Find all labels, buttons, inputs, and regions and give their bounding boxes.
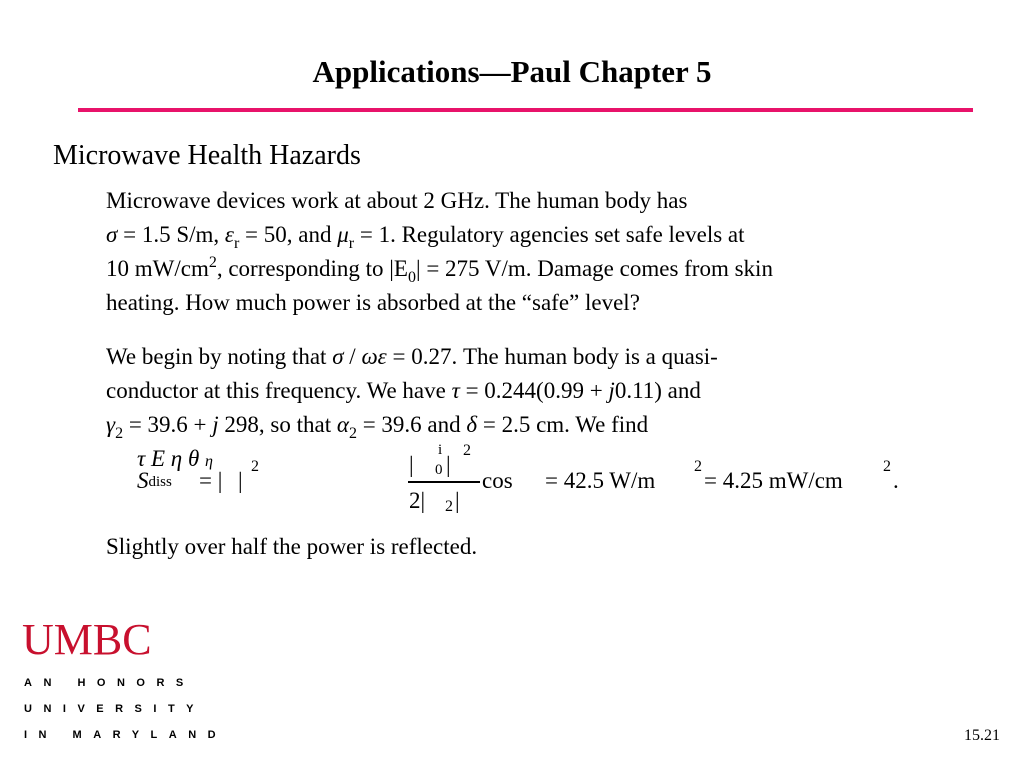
field-value-text: | = 275 V/m. Damage comes from skin bbox=[415, 256, 773, 281]
problem-line-4: heating. How much power is absorbed at the “safe” level? bbox=[106, 290, 640, 315]
problem-paragraph bbox=[106, 184, 773, 320]
text: = 0.244(0.99 + bbox=[459, 378, 609, 403]
eq-result-mwcm2-sup: 2 bbox=[883, 458, 891, 475]
eq-abs-close: | bbox=[238, 468, 243, 493]
logo-tagline-3: IN MARYLAND bbox=[24, 729, 228, 741]
field-subscript: 0 bbox=[407, 269, 416, 286]
problem-line-1: Microwave devices work at about 2 GHz. The human body has bbox=[106, 188, 688, 213]
slash: / bbox=[343, 344, 362, 369]
safe-level-sup: 2 bbox=[208, 254, 217, 271]
eq-result-mwcm2: = 4.25 mW/cm bbox=[704, 468, 843, 493]
alpha-symbol: α bbox=[336, 412, 349, 437]
epsilon-symbol: ε bbox=[224, 222, 234, 247]
eq-eta-sub: 2 bbox=[445, 498, 453, 515]
eq-E: E bbox=[150, 446, 166, 471]
text: 298, so that bbox=[218, 412, 337, 437]
fraction-bar bbox=[408, 481, 480, 483]
epsilon-subscript: r bbox=[233, 235, 240, 252]
eq-theta: θ bbox=[187, 446, 200, 471]
eq-cos: cos bbox=[482, 468, 513, 493]
sigma-value: = 1.5 S/m, bbox=[117, 222, 225, 247]
safe-level-text: 10 mW/cm bbox=[106, 256, 209, 281]
mu-subscript: r bbox=[348, 235, 355, 252]
gamma-subscript: 2 bbox=[115, 425, 124, 442]
text: We begin by noting that bbox=[106, 344, 333, 369]
title-divider bbox=[78, 108, 973, 112]
solution-line-2 bbox=[106, 374, 718, 408]
conclusion-line: Slightly over half the power is reflected. bbox=[106, 534, 478, 559]
dissipated-power-equation bbox=[137, 442, 899, 526]
page-number: 15.21 bbox=[964, 727, 1000, 744]
logo-tagline-1: AN HONORS bbox=[24, 677, 195, 689]
eq-S-subscript: diss bbox=[148, 474, 172, 490]
umbc-logo: UMBC bbox=[22, 615, 152, 664]
sigma-symbol: σ bbox=[106, 222, 118, 247]
section-heading: Microwave Health Hazards bbox=[53, 140, 361, 171]
text: = 39.6 + bbox=[123, 412, 213, 437]
j-symbol: j bbox=[608, 378, 615, 403]
epsilon-value: = 50, and bbox=[239, 222, 338, 247]
eq-denominator-open: 2| bbox=[409, 488, 426, 513]
eq-period: . bbox=[893, 468, 899, 493]
eq-numerator-close: | bbox=[446, 452, 451, 477]
eq-numerator-open: | bbox=[409, 452, 414, 477]
eq-tau-squared: 2 bbox=[251, 458, 259, 475]
eq-numerator-squared: 2 bbox=[463, 442, 471, 459]
eq-result-wm2: = 42.5 W/m bbox=[545, 468, 656, 493]
j-symbol: j bbox=[212, 412, 219, 437]
problem-line-3 bbox=[106, 252, 773, 286]
conclusion-paragraph bbox=[106, 530, 477, 564]
solution-line-3 bbox=[106, 408, 718, 442]
eq-E-sup: i bbox=[438, 442, 443, 458]
mu-value: = 1. Regulatory agencies set safe levels at bbox=[354, 222, 745, 247]
tau-symbol: τ bbox=[451, 378, 460, 403]
slide-title: Applications—Paul Chapter 5 bbox=[312, 54, 712, 89]
mu-symbol: μ bbox=[337, 222, 349, 247]
solution-line-1 bbox=[106, 340, 718, 374]
sigma-symbol: σ bbox=[332, 344, 344, 369]
eq-denominator-close: | bbox=[455, 488, 460, 513]
eq-result-wm2-sup: 2 bbox=[694, 458, 702, 475]
problem-line-2 bbox=[106, 218, 773, 252]
eq-tau: τ bbox=[137, 446, 146, 471]
text: 0.11) and bbox=[614, 378, 701, 403]
delta-symbol: δ bbox=[466, 412, 478, 437]
text: conductor at this frequency. We have bbox=[106, 378, 452, 403]
omega-epsilon-symbol: ωε bbox=[361, 344, 387, 369]
eq-E-sub: 0 bbox=[435, 462, 443, 478]
alpha-subscript: 2 bbox=[348, 425, 357, 442]
text: = 39.6 and bbox=[356, 412, 467, 437]
gamma-symbol: γ bbox=[106, 412, 116, 437]
eq-eta: η bbox=[170, 446, 183, 471]
field-text: , corresponding to |E bbox=[216, 256, 408, 281]
eq-S: S bbox=[137, 468, 149, 493]
eq-theta-sub: η bbox=[205, 453, 213, 470]
eq-equals-abs: = | bbox=[199, 468, 223, 493]
text: = 0.27. The human body is a quasi- bbox=[386, 344, 718, 369]
text: = 2.5 cm. We find bbox=[477, 412, 649, 437]
logo-tagline-2: UNIVERSITY bbox=[24, 703, 206, 715]
solution-paragraph bbox=[106, 340, 718, 442]
